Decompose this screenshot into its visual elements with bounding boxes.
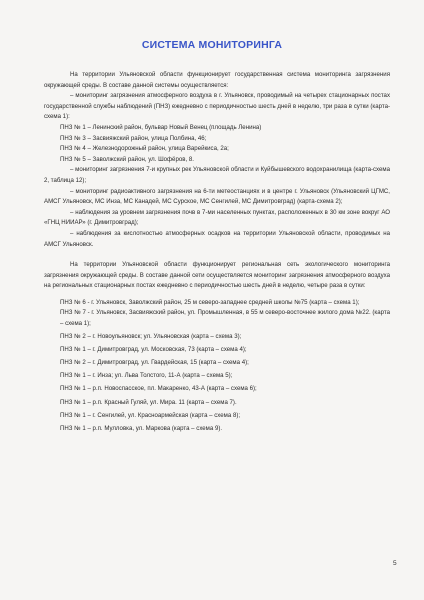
post-item: ПНЗ № 4 – Железнодорожный район, улица Варейкиса, 2а; [60,145,229,153]
section1-intro: На территории Ульяновской области функционирует государственная система мониторинга загрязнения окружающей среды. В составе данной системы осуществляется: [44,71,390,89]
page-title: СИСТЕМА МОНИТОРИНГА [141,39,283,51]
post-item: ПНЗ № 5 – Заволжский район, ул. Шофёров, 8. [60,155,194,163]
post-item: ПНЗ № 2 – г. Димитровград, ул. Гвардейская, 15 (карта – схема 4); [60,359,249,367]
post-item: ПНЗ № 6 - г. Ульяновск, Заволжский район, 25 м северо-западнее средней школы №75 (карта – схема 1); [60,298,360,306]
post-item: ПНЗ № 1 – р.п. Красный Гуляй, ул. Мира. 11 (карта – схема 7). [60,398,237,406]
post-item: ПНЗ № 2 – г. Новоульяновск; ул. Ульяновская (карта – схема 3); [60,332,242,340]
list-item: – наблюдения за уровнем загрязнения почв в 7-ми населенных пунктах, расположенных в 30 км зоне вокруг АО «ГНЦ НИИАР» (г. Димитровград); [44,208,390,227]
list-item: – мониторинг радиоактивного загрязнения на 6-ти метеостанциях и в центре г. Ульяновск (Ульяновский ЦГМС, АМСГ Ульяновск, МС Инза, МС Канадей, МС Сурское, МС Сенгилей, МС Димитровград) (карта-схема 2); [44,187,390,206]
post-item: ПНЗ № 1 – р.п. Новоспасское, пл. Макаренко, 43-А (карта – схема 6); [60,385,257,393]
list-item: – наблюдения за кислотностью атмосферных осадков на территории Ульяновской области, проводимых на АМСГ Ульяновск. [44,229,390,248]
post-item: ПНЗ № 1 – г. Димитровград, ул. Московская, 73 (карта – схема 4); [60,345,247,353]
post-item: ПНЗ № 7 - г. Ульяновск, Засвияжский район, ул. Промышленная, в 55 м северо-восточнее жилого дома №22. (карта – схема 1); [60,309,390,328]
post-item: ПНЗ № 1 – р.п. Мулловка, ул. Маркова (карта – схема 9). [60,425,223,433]
post-item: ПНЗ № 1 – Ленинский район, бульвар Новый Венец (площадь Ленина) [60,123,262,131]
post-item: ПНЗ № 3 – Засвияжский район, улица Полбина, 46; [60,134,207,142]
page-number: 5 [393,560,397,567]
section-gap [44,250,390,260]
list-item: – мониторинг загрязнения 7-и крупных рек Ульяновской области и Куйбышевского водохранилища (карта-схема 2, таблица 12); [44,166,390,184]
section2-intro: На территории Ульяновской области функционирует региональная сеть экологического мониторинга загрязнения окружающей среды. В составе данной сети осуществляется мониторинг загрязнения атмосферного воздуха на региональных стационарных постах ежедневно с периодичностью шесть дней в неделю, четыре раза в сутки: [44,261,390,290]
regional-posts-list [44,298,390,435]
post-item: ПНЗ № 1 – г. Инза; ул. Льва Толстого, 11-А (карта – схема 5); [60,372,233,380]
post-item: ПНЗ № 1 – г. Сенгилей, ул. Красноармейская (карта – схема 8); [60,411,241,419]
list-item: – мониторинг загрязнения атмосферного воздуха в г. Ульяновск, проводимый на четырех стационарных постах государственной службы наблюдений (ПНЗ) ежедневно с периодичностью шесть дней в неделю, три раза в сутки (карта-схема 1): [44,92,390,121]
document-body [44,70,390,435]
